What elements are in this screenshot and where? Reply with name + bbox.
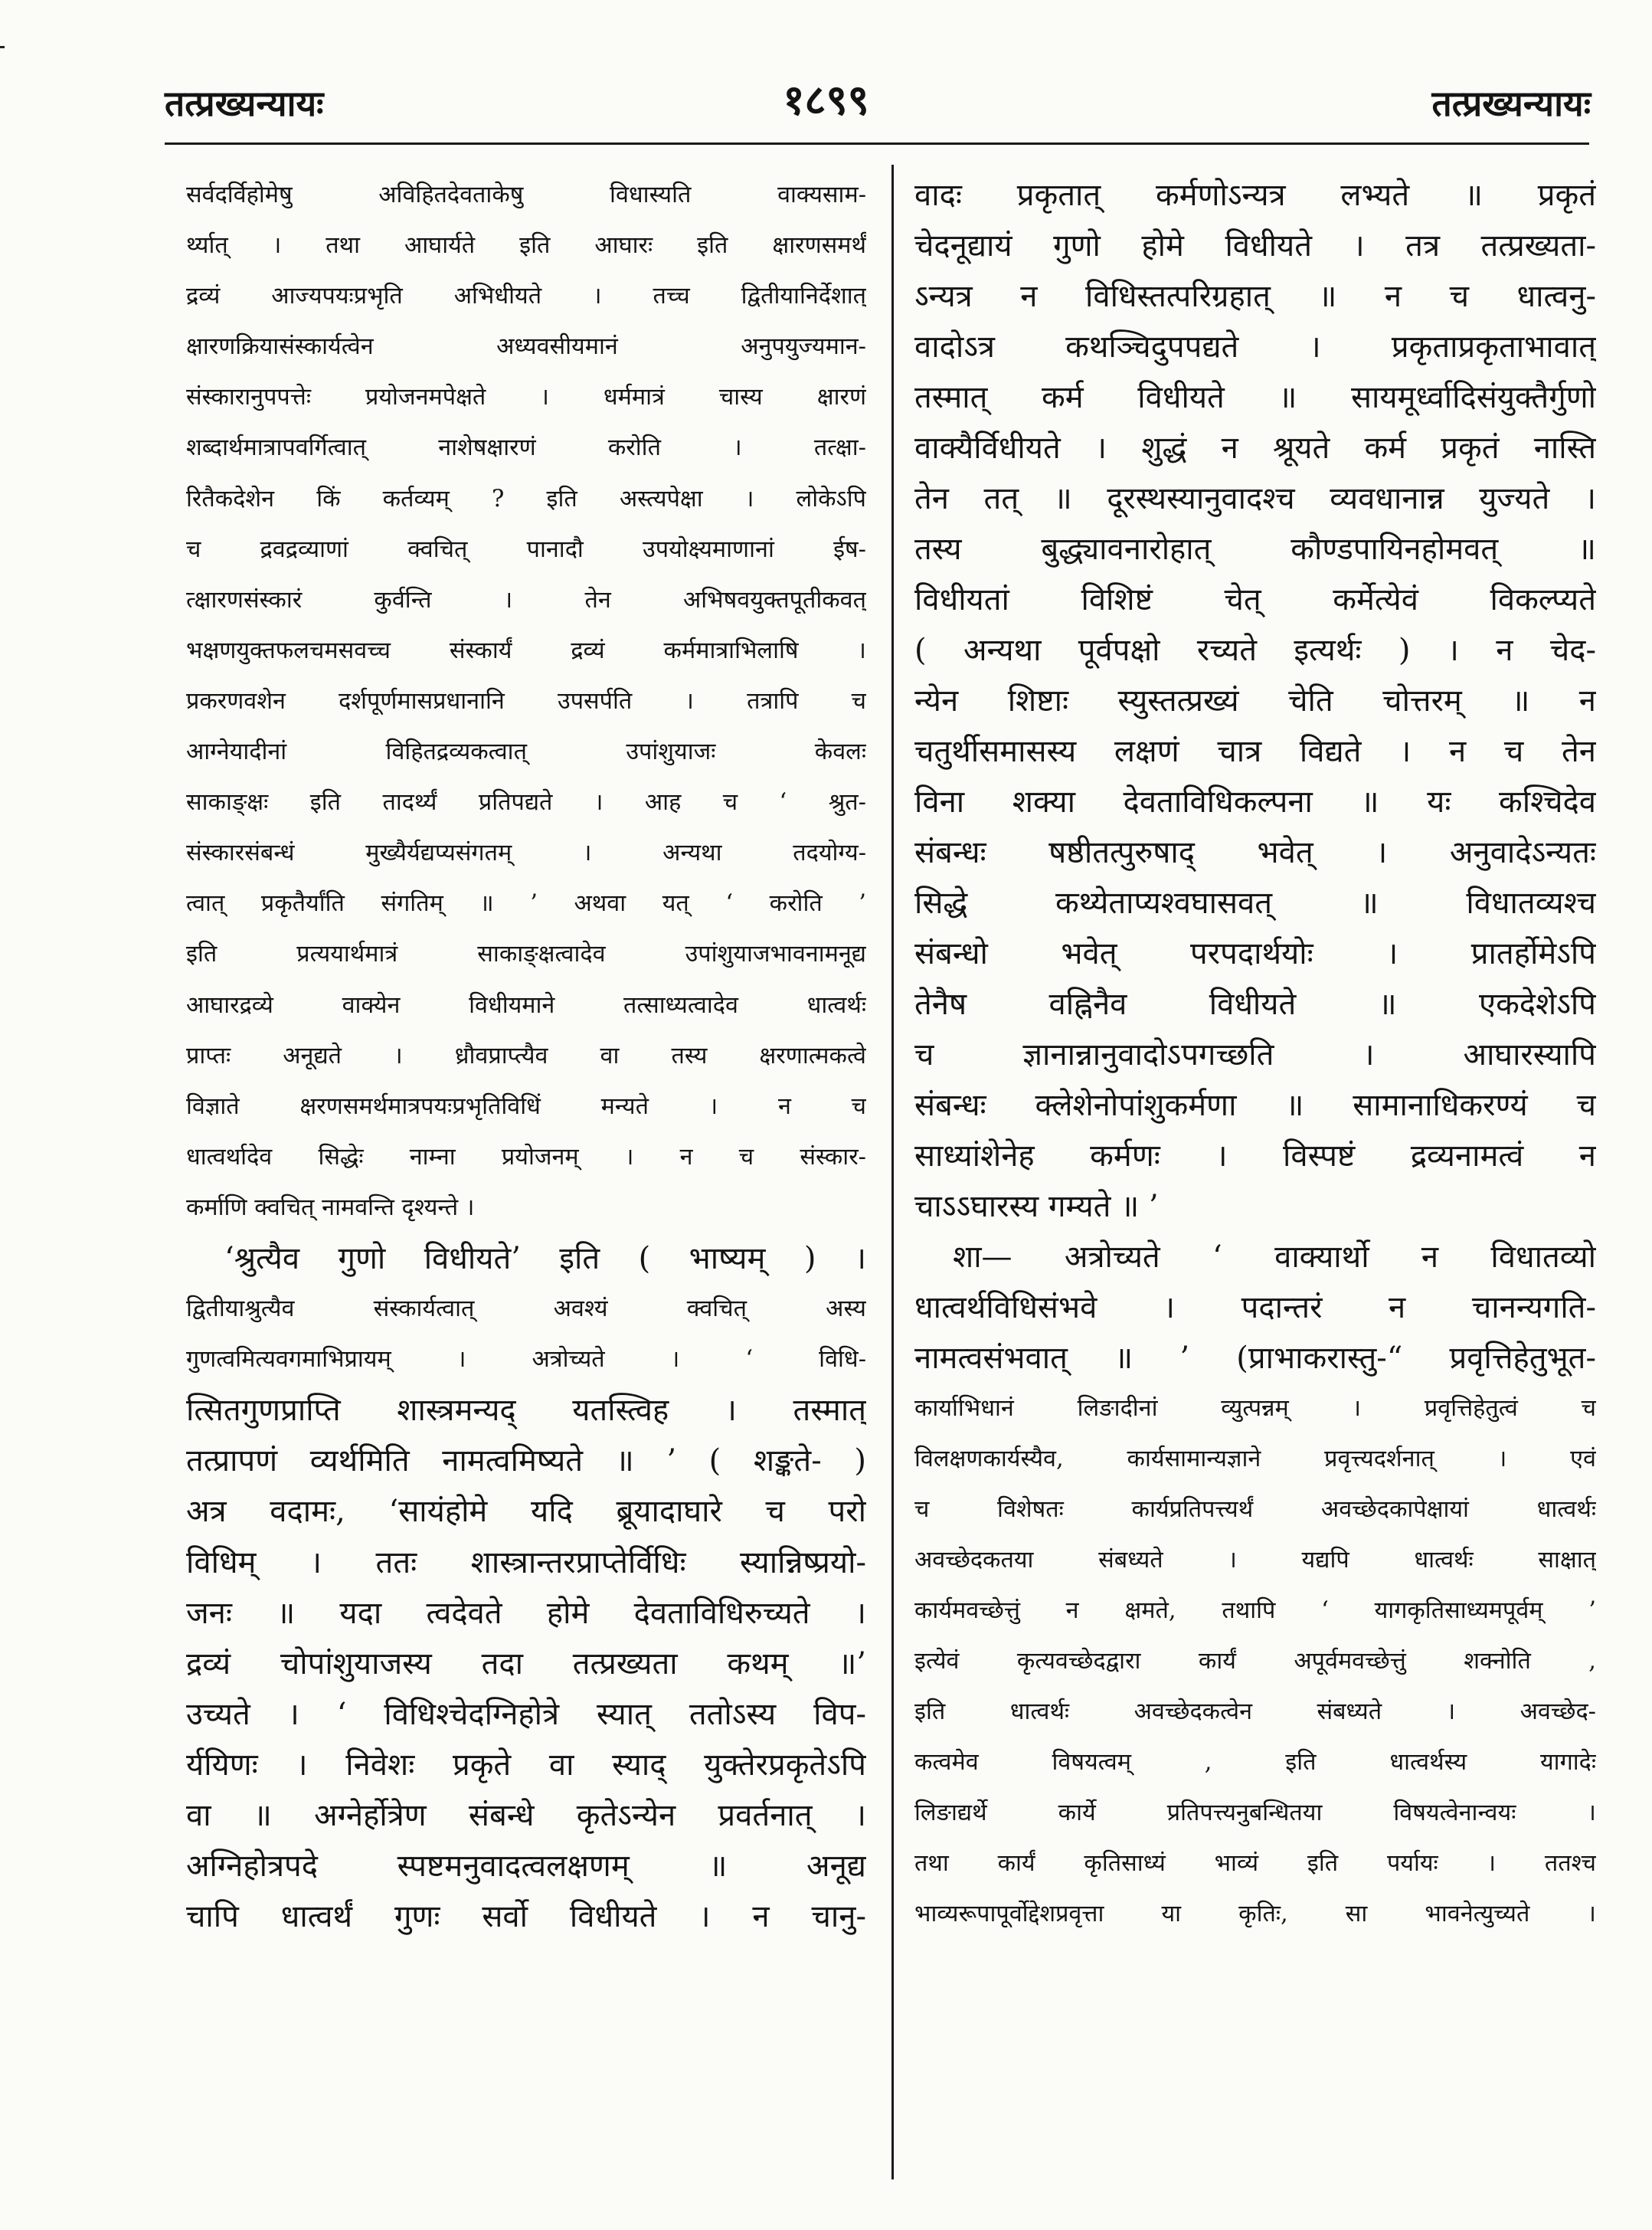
text-line: संस्कारानुपपत्तेः प्रयोजनमपेक्षते । धर्ममात्रं चास्य क्षारणं — [186, 384, 866, 411]
text-line: धात्वर्थादेव सिद्धेः नाम्ना प्रयोजनम् । न च संस्कार- — [186, 1143, 866, 1171]
text-line: द्रव्यं आज्यपयःप्रभृति अभिधीयते । तच्च द्वितीयानिर्देशात् — [186, 283, 866, 310]
text-line: लिङाद्यर्थे कार्ये प्रतिपत्त्यनुबन्धितया विषयत्वेनान्वयः । — [914, 1799, 1596, 1826]
text-line: तस्मात् कर्म विधीयते ॥ सायमूर्ध्वादिसंयुक्तैर्गुणो — [914, 380, 1596, 415]
text-line: प्रकरणवशेन दर्शपूर्णमासप्रधानानि उपसर्पति । तत्रापि च — [186, 687, 866, 715]
text-line: विधीयतां विशिष्टं चेत् कर्मेत्येवं विकल्प्यते — [914, 582, 1596, 617]
text-line: च विशेषतः कार्यप्रतिपत्त्यर्थं अवच्छेदकापेक्षायां धात्वर्थः — [914, 1496, 1596, 1523]
text-line: चेदनूद्यायं गुणो होमे विधीयते । तत्र तत्प्रख्यता- — [914, 228, 1596, 264]
left-column — [186, 170, 866, 2192]
text-line: उच्यते । ‘ विधिश्चेदग्निहोत्रे स्यात् ततोऽस्य विप- — [186, 1696, 866, 1732]
text-line: विज्ञाते क्षरणसमर्थमात्रपयःप्रभृतिविधिं मन्यते । न च — [186, 1092, 866, 1120]
text-line: इति प्रत्ययार्थमात्रं साकाङ्क्षत्वादेव उपांशुयाजभावनामनूद्य — [186, 941, 866, 968]
text-line: इत्येवं कृत्यवच्छेदद्वारा कार्यं अपूर्वमवच्छेत्तुं शक्नोति , — [914, 1648, 1596, 1675]
text-line: त्सितगुणप्राप्ति शास्त्रमन्यद् यतस्त्विह । तस्मात् — [186, 1393, 866, 1429]
text-line: द्वितीयाश्रुत्यैव संस्कार्यत्वात् अवश्यं क्वचित् अस्य — [186, 1295, 866, 1323]
text-line: भक्षणयुक्तफलचमसवच्च संस्कार्यं द्रव्यं कर्ममात्राभिलाषि । — [186, 637, 866, 664]
text-line: शा— अत्रोच्यते ‘ वाक्यार्थो न विधातव्यो — [953, 1239, 1596, 1275]
page-header — [0, 0, 1652, 153]
text-line: धात्वर्थविधिसंभवे । पदान्तरं न चानन्यगति- — [914, 1290, 1596, 1325]
text-line: तस्य बुद्ध्यावनारोहात् कौण्डपायिनहोमवत् ॥ — [914, 532, 1596, 567]
text-line: तेनैष वह्निनैव विधीयते ॥ एकदेशेऽपि — [914, 987, 1596, 1022]
text-line: रितैकदेशेन किं कर्तव्यम् ? इति अस्त्यपेक्षा । लोकेऽपि — [186, 485, 866, 512]
text-line: विना शक्या देवताविधिकल्पना ॥ यः कश्चिदेव — [914, 784, 1596, 820]
text-line: तेन तत् ॥ दूरस्थस्यानुवादश्च व्यवधानान्न युज्यते । — [914, 481, 1596, 516]
text-line: जनः ॥ यदा त्वदेवते होमे देवताविधिरुच्यते । — [186, 1595, 866, 1631]
text-line: वा ॥ अग्नेर्होत्रेण संबन्धे कृतेऽन्येन प्रवर्तनात् । — [186, 1798, 866, 1833]
running-title-left: तत्प्रख्यन्यायः — [165, 83, 324, 124]
text-line: प्राप्तः अनूद्यते । ध्रौवप्राप्त्यैव वा तस्य क्षरणात्मकत्वे — [186, 1042, 866, 1069]
text-line: अवच्छेदकतया संबध्यते । यद्यपि धात्वर्थः साक्षात् — [914, 1547, 1596, 1573]
running-title-right: तत्प्रख्यन्यायः — [1431, 83, 1591, 124]
text-line: च ज्ञानान्नानुवादोऽपगच्छति । आघारस्यापि — [914, 1037, 1596, 1072]
text-line: ऽन्यत्र न विधिस्तत्परिग्रहात् ॥ न च धात्वनु- — [914, 279, 1596, 314]
text-line: तथा कार्यं कृतिसाध्यं भाव्यं इति पर्यायः । ततश्च — [914, 1850, 1596, 1877]
text-line: न्येन शिष्टाः स्युस्तत्प्रख्यं चेति चोत्तरम् ॥ न — [914, 683, 1596, 719]
text-line: शब्दार्थमात्रापवर्गित्वात् नाशेषक्षारणं करोति । तत्क्षा- — [186, 434, 866, 462]
column-divider — [891, 165, 894, 2179]
text-line: संस्कारसंबन्धं मुख्यैर्यद्यप्यसंगतम् । अन्यथा तदयोग्य- — [186, 840, 866, 867]
text-line: वादः प्रकृतात् कर्मणोऽन्यत्र लभ्यते ॥ प्रकृतं — [914, 178, 1596, 213]
text-line: विलक्षणकार्यस्यैव, कार्यसामान्यज्ञाने प्रवृत्त्यदर्शनात् । एवं — [914, 1446, 1596, 1472]
text-line: द्रव्यं चोपांशुयाजस्य तदा तत्प्रख्यता कथम् ॥’ — [186, 1645, 866, 1682]
text-line: आघारद्रव्ये वाक्येन विधीयमाने तत्साध्यत्वादेव धात्वर्थः — [186, 991, 866, 1019]
text-line: कार्यमवच्छेत्तुं न क्षमते, तथापि ‘ यागकृतिसाध्यमपूर्वम् ’ — [914, 1597, 1596, 1624]
text-line: इति धात्वर्थः अवच्छेदकत्वेन संबध्यते । अवच्छेद- — [914, 1698, 1596, 1725]
text-line: संबन्धो भवेत् परपदार्थयोः । प्रातर्होमेऽपि — [914, 936, 1596, 971]
text-line: भाव्यरूपापूर्वोद्देशप्रवृत्ता या कृतिः, सा भावनेत्युच्यते । — [914, 1901, 1596, 1927]
text-line: सर्वदर्विहोमेषु अविहितदेवताकेषु विधास्यति वाक्यसाम- — [186, 182, 866, 208]
text-line: र्थ्यात् । तथा आघार्यते इति आघारः इति क्षारणसमर्थं — [186, 232, 866, 260]
text-line: संबन्धः षष्ठीतत्पुरुषाद् भवेत् । अनुवादेऽन्यतः — [914, 835, 1596, 870]
text-line: तत्प्रापणं व्यर्थमिति नामत्वमिष्यते ॥ ’ ( शङ्कते- ) — [186, 1443, 866, 1479]
page-number: १८९९ — [783, 75, 869, 124]
text-line: ( अन्यथा पूर्वपक्षो रच्यते इत्यर्थः ) । न चेद- — [914, 633, 1596, 668]
text-line: र्ययिणः । निवेशः प्रकृते वा स्याद् युक्तेरप्रकृतेऽपि — [186, 1747, 866, 1783]
text-line: वाक्यैर्विधीयते । शुद्धं न श्रूयते कर्म प्रकृतं नास्ति — [914, 431, 1596, 466]
text-line: चापि धात्वर्थं गुणः सर्वो विधीयते । न चानु- — [186, 1899, 866, 1935]
text-line: साकाङ्क्षः इति तादर्थ्यं प्रतिपद्यते । आह च ‘ श्रुत- — [186, 789, 866, 817]
text-line: ‘श्रुत्यैव गुणो विधीयते’ इति ( भाष्यम् ) । — [224, 1240, 866, 1276]
text-line: नामत्वसंभवात् ॥ ’ (प्राभाकरास्तु-“ प्रवृत्तिहेतुभूत- — [914, 1341, 1596, 1376]
text-line: चतुर्थीसमासस्य लक्षणं चात्र विद्यते । न च तेन — [914, 734, 1596, 769]
header-rule — [165, 142, 1589, 145]
text-line: च द्रवद्रव्याणां क्वचित् पानादौ उपयोक्ष्यमाणानां ईष- — [186, 535, 866, 563]
text-line: साध्यांशेनेह कर्मणः । विस्पष्टं द्रव्यनामत्वं न — [914, 1138, 1596, 1174]
text-line: त्वात् प्रकृतैर्यांति संगतिम् ॥ ’ अथवा यत् ‘ करोति ’ — [186, 890, 866, 918]
text-line: चाऽऽघारस्य गम्यते ॥ ’ — [914, 1189, 1159, 1224]
text-line: गुणत्वमित्यवगमाभिप्रायम् । अत्रोच्यते । ‘ विधि- — [186, 1346, 866, 1374]
text-line: संबन्धः क्लेशेनोपांशुकर्मणा ॥ सामानाधिकरण्यं च — [914, 1088, 1596, 1123]
right-column — [914, 170, 1596, 2192]
text-line: अग्निहोत्रपदे स्पष्टमनुवादत्वलक्षणम् ॥ अनूद्य — [186, 1849, 866, 1885]
text-line: कर्माणि क्वचित् नामवन्ति दृश्यन्ते । — [186, 1194, 475, 1221]
text-line: सिद्धे कथ्येताप्यश्वघासवत् ॥ विधातव्यश्च — [914, 886, 1596, 921]
text-line: त्क्षारणसंस्कारं कुर्वन्ति । तेन अभिषवयुक्तपूतीकवत् — [186, 586, 866, 614]
text-line: क्षारणक्रियासंस्कार्यत्वेन अध्यवसीयमानं अनुपयुज्यमान- — [186, 333, 866, 361]
text-line: आग्नेयादीनां विहितद्रव्यकत्वात् उपांशुयाजः केवलः — [186, 738, 866, 766]
text-line: वादोऽत्र कथञ्चिदुपपद्यते । प्रकृताप्रकृताभावात् — [914, 329, 1596, 365]
text-line: कार्याभिधानं लिङादीनां व्युत्पन्नम् । प्रवृत्तिहेतुत्वं च — [914, 1395, 1596, 1422]
text-line: विधिम् । ततः शास्त्रान्तरप्राप्तेर्विधिः स्यान्निष्प्रयो- — [186, 1544, 866, 1580]
text-line: अत्र वदामः, ‘सायंहोमे यदि ब्रूयादाघारे च परो — [186, 1494, 866, 1530]
text-line: कत्वमेव विषयत्वम् , इति धात्वर्थस्य यागादेः — [914, 1749, 1596, 1776]
